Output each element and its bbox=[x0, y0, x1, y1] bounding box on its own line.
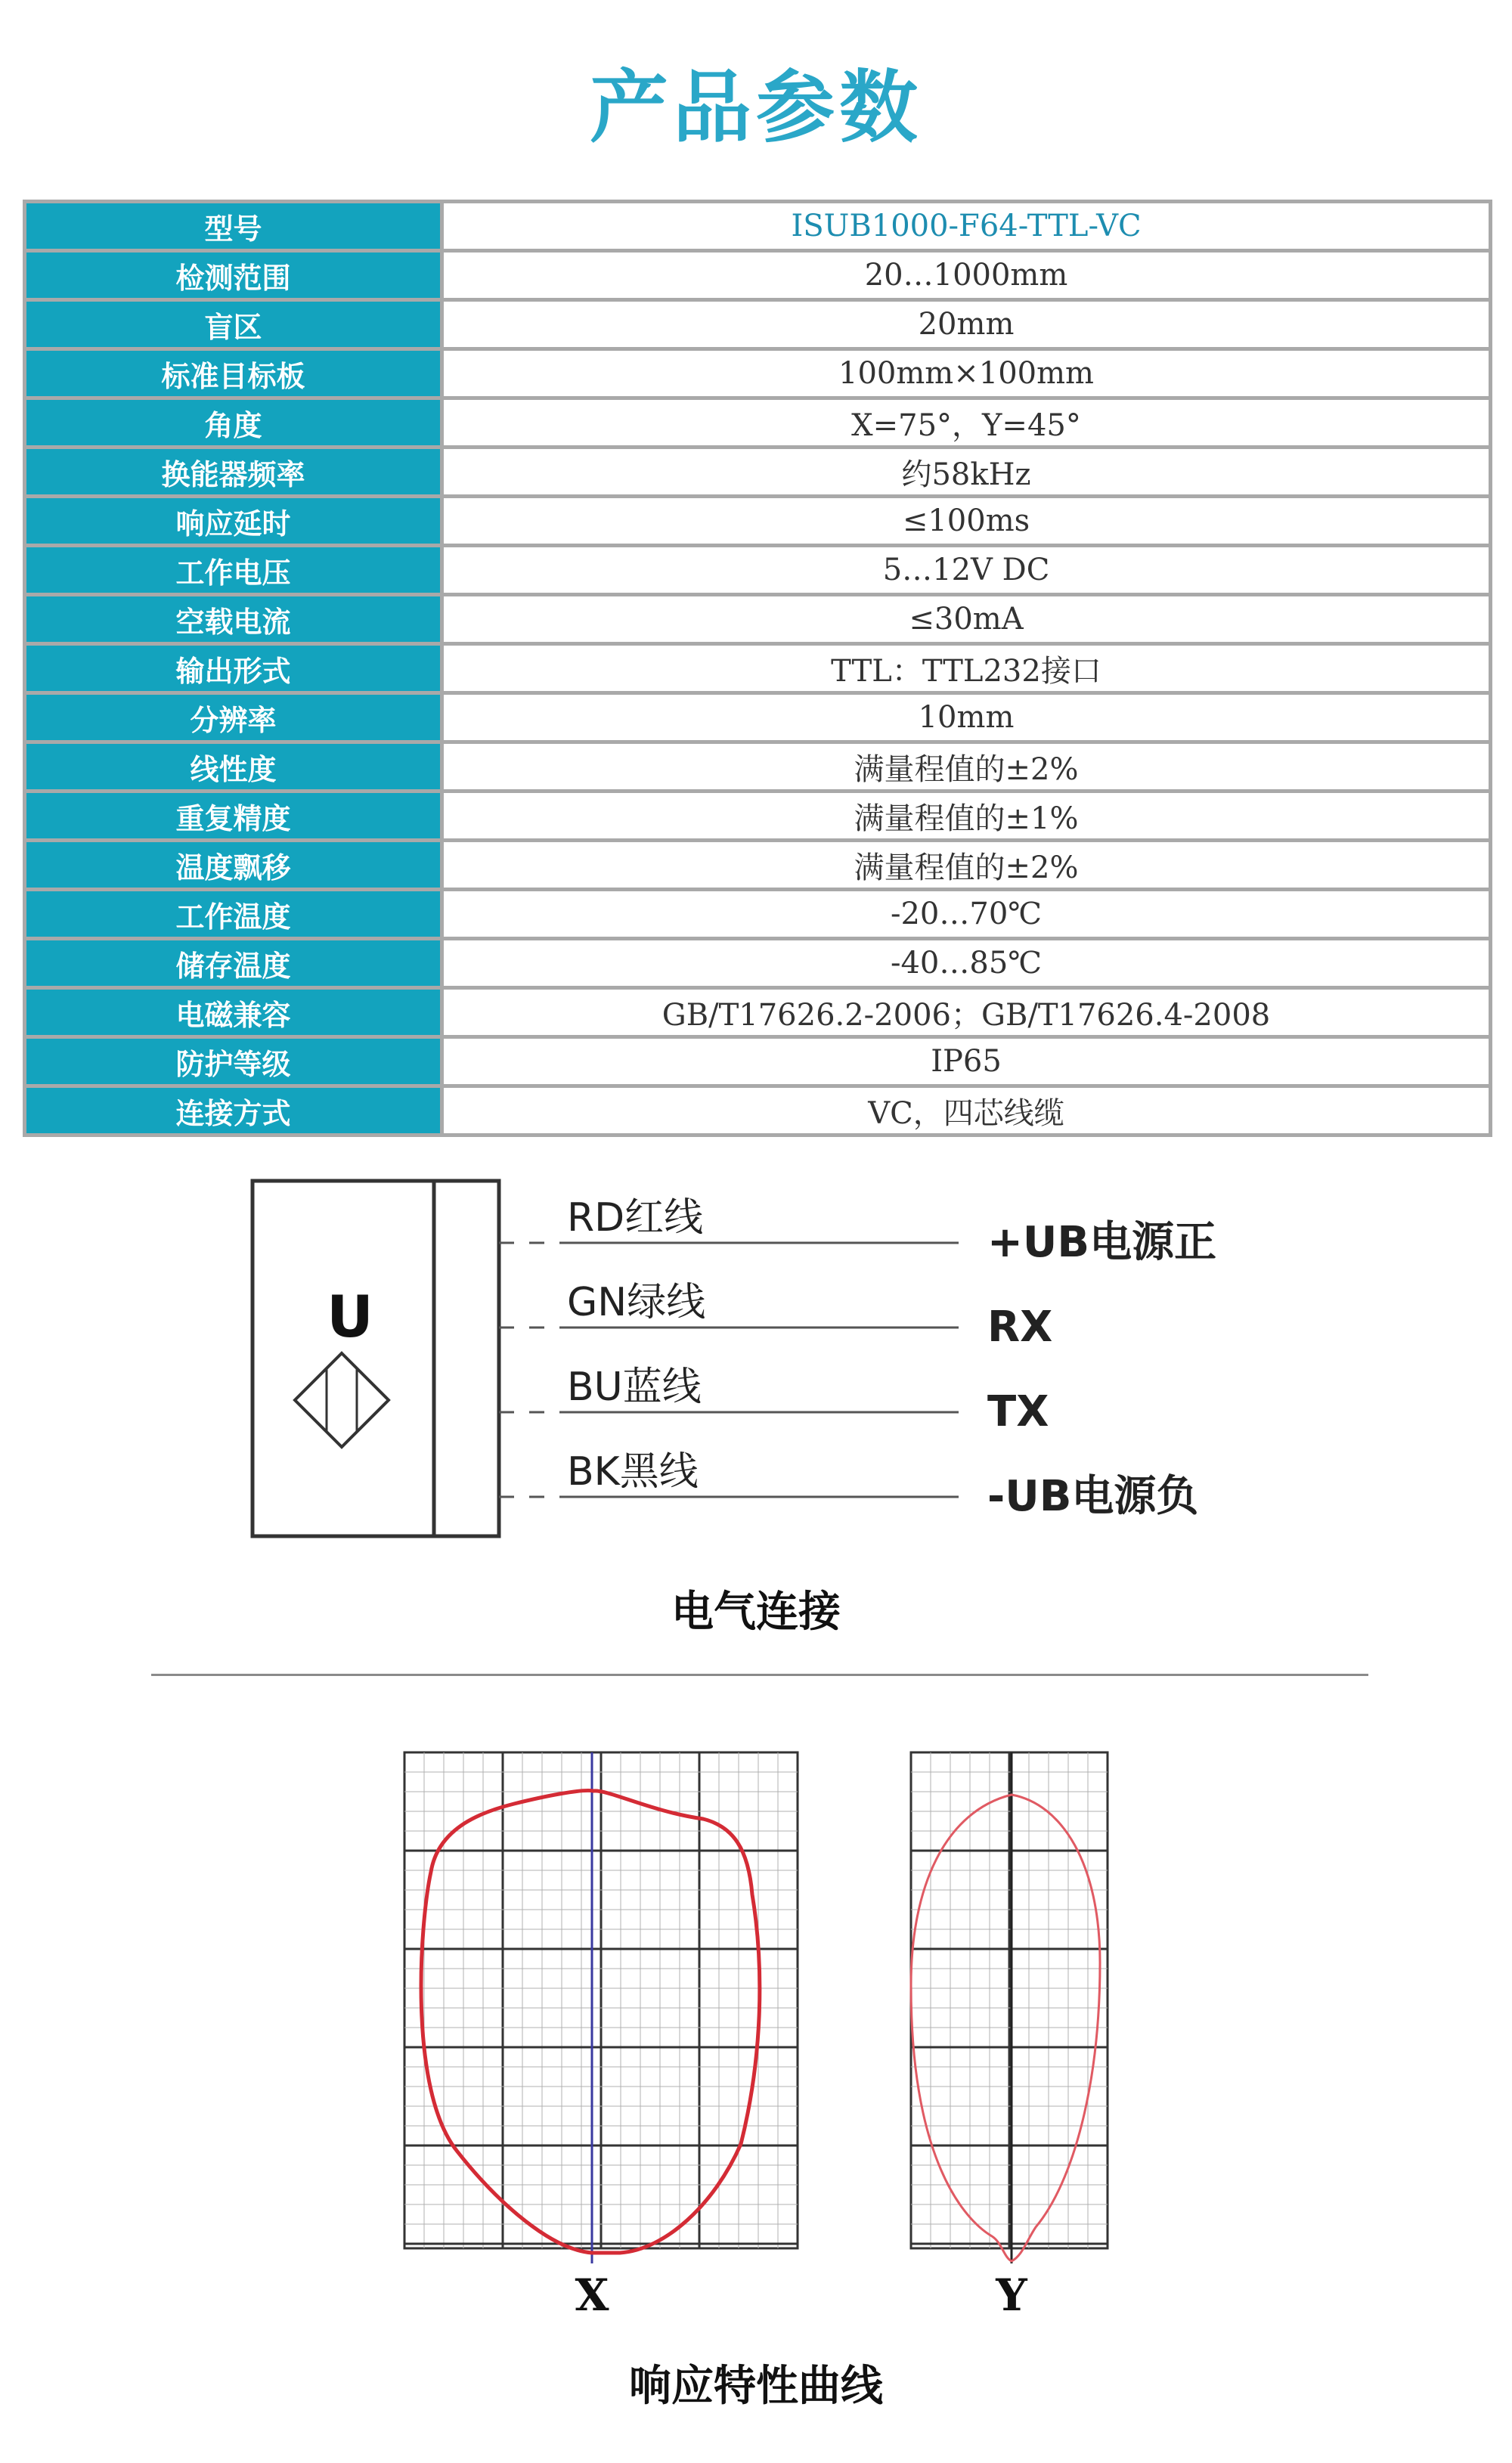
spec-row bbox=[25, 939, 1491, 988]
section-divider bbox=[151, 1674, 1368, 1676]
spec-row bbox=[25, 251, 1491, 300]
spec-value: X=75°，Y=45° bbox=[442, 398, 1491, 448]
response-caption: 响应特性曲线 bbox=[629, 2362, 883, 2411]
wire-color-label: BK黑线 bbox=[567, 1449, 699, 1495]
spec-value: 10mm bbox=[442, 693, 1491, 742]
spec-label: 换能器频率 bbox=[25, 448, 442, 497]
wire-signal-label: TX bbox=[987, 1387, 1049, 1436]
wiring-diagram bbox=[227, 1164, 1300, 1557]
spec-label: 连接方式 bbox=[25, 1086, 442, 1135]
wire-signal-label: +UB电源正 bbox=[987, 1218, 1217, 1267]
spec-row bbox=[25, 546, 1491, 595]
spec-row bbox=[25, 693, 1491, 742]
spec-row bbox=[25, 792, 1491, 841]
spec-label: 分辨率 bbox=[25, 693, 442, 742]
spec-row bbox=[25, 1037, 1491, 1086]
sensor-housing bbox=[253, 1181, 499, 1536]
spec-label: 响应延时 bbox=[25, 497, 442, 546]
spec-label: 盲区 bbox=[25, 300, 442, 349]
x-axis-label: X bbox=[575, 2269, 609, 2321]
spec-value: 满量程值的±1% bbox=[442, 792, 1491, 841]
spec-row bbox=[25, 448, 1491, 497]
spec-value: ≤30mA bbox=[442, 595, 1491, 644]
spec-row bbox=[25, 202, 1491, 251]
wire-signal-label: RX bbox=[987, 1303, 1053, 1352]
spec-value: -20…70℃ bbox=[442, 890, 1491, 939]
spec-row bbox=[25, 1086, 1491, 1135]
spec-value: 约58kHz bbox=[442, 448, 1491, 497]
spec-value: IP65 bbox=[442, 1037, 1491, 1086]
spec-row bbox=[25, 841, 1491, 890]
spec-row bbox=[25, 742, 1491, 792]
spec-row bbox=[25, 300, 1491, 349]
spec-label: 角度 bbox=[25, 398, 442, 448]
page-title: 产品参数 bbox=[589, 61, 922, 153]
spec-value: TTL：TTL232接口 bbox=[442, 644, 1491, 693]
response-curves bbox=[378, 1736, 1134, 2325]
spec-row bbox=[25, 497, 1491, 546]
wire-color-label: GN绿线 bbox=[567, 1280, 706, 1325]
spec-value: GB/T17626.2-2006；GB/T17626.4-2008 bbox=[442, 988, 1491, 1037]
spec-value: 满量程值的±2% bbox=[442, 841, 1491, 890]
spec-value: -40…85℃ bbox=[442, 939, 1491, 988]
wire-color-label: RD红线 bbox=[567, 1195, 704, 1241]
spec-value: 100mm×100mm bbox=[442, 349, 1491, 398]
spec-value: 满量程值的±2% bbox=[442, 742, 1491, 792]
spec-label: 防护等级 bbox=[25, 1037, 442, 1086]
spec-label: 空载电流 bbox=[25, 595, 442, 644]
spec-label: 标准目标板 bbox=[25, 349, 442, 398]
spec-row bbox=[25, 890, 1491, 939]
y-axis-label: Y bbox=[996, 2269, 1027, 2321]
spec-row bbox=[25, 988, 1491, 1037]
x-response-grid bbox=[404, 1752, 798, 2263]
spec-value: VC，四芯线缆 bbox=[442, 1086, 1491, 1135]
spec-label: 线性度 bbox=[25, 742, 442, 792]
spec-label: 电磁兼容 bbox=[25, 988, 442, 1037]
sensor-symbol-label: U bbox=[327, 1283, 373, 1350]
y-response-grid bbox=[911, 1752, 1108, 2263]
spec-label: 型号 bbox=[25, 202, 442, 251]
spec-label: 检测范围 bbox=[25, 251, 442, 300]
spec-label: 工作电压 bbox=[25, 546, 442, 595]
wire-color-label: BU蓝线 bbox=[567, 1365, 702, 1410]
spec-label: 储存温度 bbox=[25, 939, 442, 988]
spec-label: 重复精度 bbox=[25, 792, 442, 841]
spec-row bbox=[25, 595, 1491, 644]
wiring-caption: 电气连接 bbox=[671, 1588, 841, 1637]
spec-table bbox=[23, 200, 1492, 1137]
wire-signal-label: -UB电源负 bbox=[987, 1472, 1199, 1521]
spec-value: 20…1000mm bbox=[442, 251, 1491, 300]
spec-value: 20mm bbox=[442, 300, 1491, 349]
spec-label: 工作温度 bbox=[25, 890, 442, 939]
spec-row bbox=[25, 644, 1491, 693]
spec-value: ISUB1000-F64-TTL-VC bbox=[442, 202, 1491, 251]
spec-label: 输出形式 bbox=[25, 644, 442, 693]
spec-value: 5…12V DC bbox=[442, 546, 1491, 595]
spec-value: ≤100ms bbox=[442, 497, 1491, 546]
spec-row bbox=[25, 349, 1491, 398]
spec-label: 温度飘移 bbox=[25, 841, 442, 890]
spec-row bbox=[25, 398, 1491, 448]
